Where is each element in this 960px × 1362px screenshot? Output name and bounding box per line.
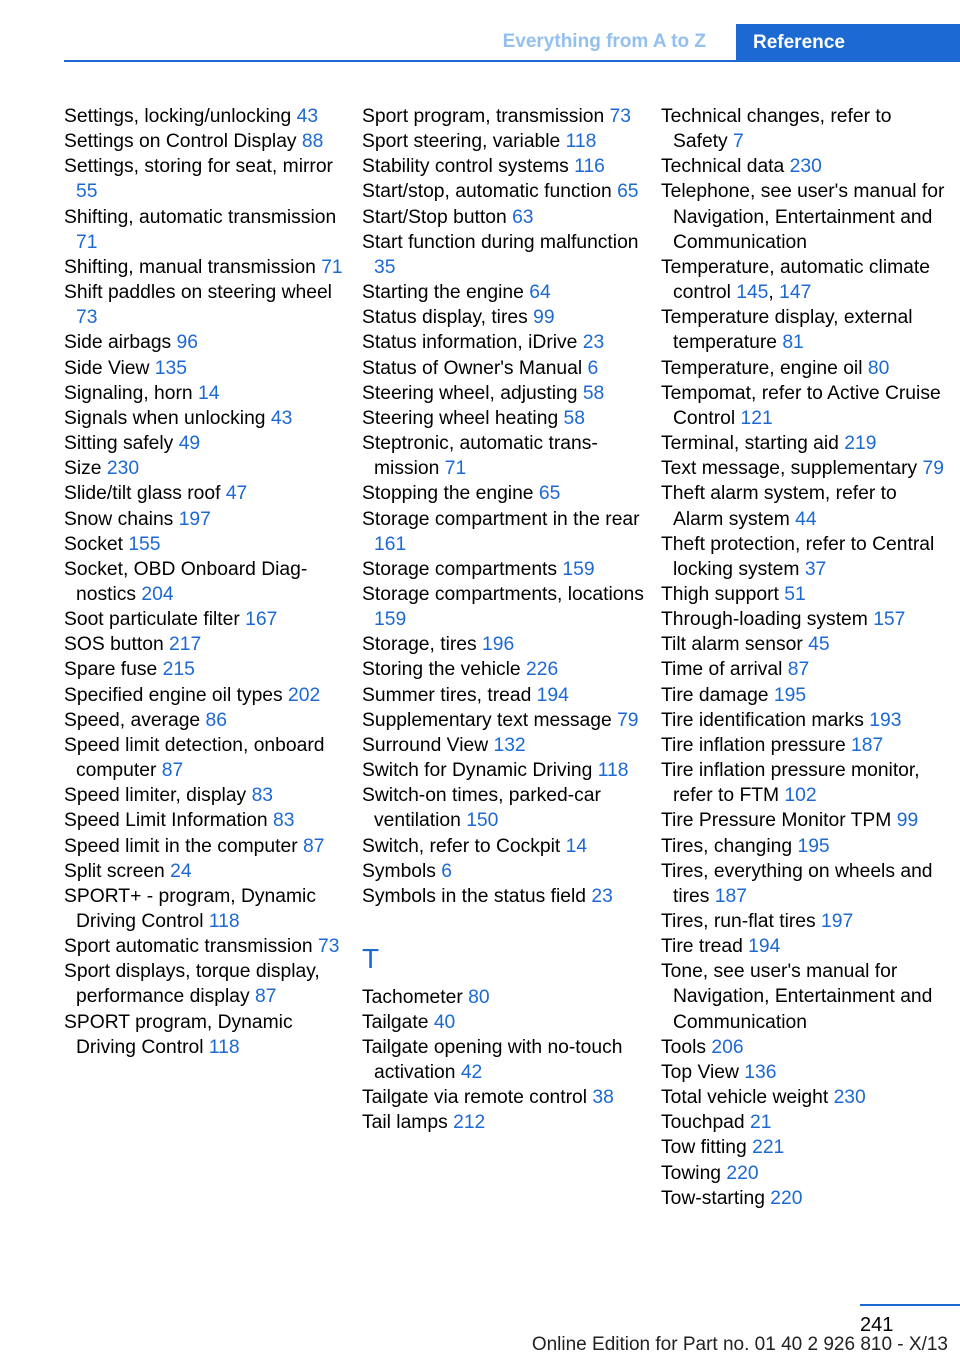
index-entry: Temperature, automatic climate control 145, 147	[661, 256, 930, 304]
index-entry-text: Technical changes, refer to Safety	[661, 106, 892, 153]
page-link[interactable]: 194	[536, 684, 569, 706]
page-link[interactable]: 118	[208, 911, 240, 932]
page-link[interactable]: 215	[162, 659, 195, 681]
page-link[interactable]: 23	[582, 332, 605, 354]
index-entry-text: Storage compartment in the rear	[362, 508, 640, 530]
index-entry	[362, 783, 648, 833]
index-entry	[362, 884, 648, 909]
index-entry	[661, 1035, 951, 1060]
page-link[interactable]: 83	[251, 785, 274, 807]
index-entry-text: Storage, tires	[362, 634, 477, 656]
page-link[interactable]: 38	[592, 1087, 614, 1109]
page-link[interactable]: 47	[225, 483, 248, 505]
index-entry	[362, 834, 648, 859]
page-link[interactable]: 21	[749, 1112, 772, 1134]
page-link[interactable]: 121	[740, 407, 773, 429]
index-entry-text: Split screen	[64, 860, 165, 882]
page-link[interactable]: 116	[574, 156, 605, 178]
index-column-2	[362, 104, 648, 1135]
index-entry	[64, 733, 350, 783]
index-entry-text: Shift paddles on steering wheel	[64, 282, 332, 304]
index-entry	[64, 330, 350, 355]
page-link[interactable]: 65	[617, 181, 639, 203]
index-entry	[362, 733, 648, 758]
page-link[interactable]: 71	[321, 256, 343, 278]
index-entry	[661, 1186, 951, 1211]
index-entry-text: Tires, everything on wheels and tires	[661, 860, 933, 907]
index-entry	[362, 1035, 648, 1085]
page-link[interactable]: 58	[582, 382, 605, 404]
index-entry-text: Speed, average	[64, 709, 201, 731]
page-link[interactable]: 206	[711, 1036, 744, 1058]
index-entry-text: Side airbags	[64, 332, 172, 354]
index-entry-text: Tire inflation pressure monitor, refer to FTM	[661, 760, 920, 807]
index-entry-text: Tires, run-flat tires	[661, 911, 816, 932]
index-entry-text: Start/Stop button	[362, 206, 507, 228]
index-entry-text: Tailgate	[362, 1011, 429, 1033]
index-entry	[362, 481, 648, 506]
page-link[interactable]: 73	[76, 307, 98, 329]
page-link[interactable]: 204	[141, 583, 174, 605]
index-entry	[64, 104, 350, 129]
index-entry	[362, 632, 648, 657]
page-link[interactable]: 195	[773, 684, 807, 706]
index-entry	[64, 406, 350, 431]
index-entry-text: Settings on Control Display	[64, 131, 297, 153]
index-entry	[661, 381, 951, 431]
index-entry	[64, 532, 350, 557]
index-entry	[661, 104, 951, 154]
index-column-3	[661, 104, 951, 1211]
index-entry-text: Signals when unlocking	[64, 407, 266, 429]
index-entry-text: Size	[64, 458, 102, 480]
page-link[interactable]: 202	[288, 684, 321, 706]
index-entry-text: SPORT program, Dynamic Driving Control	[64, 1011, 293, 1058]
index-entry	[362, 280, 648, 305]
index-entry	[362, 104, 648, 129]
index-entry	[661, 532, 951, 582]
index-entry-text: Shifting, automatic transmission	[64, 206, 337, 228]
index-entry-text: Theft protection, refer to Central locking system	[661, 533, 935, 580]
index-entry-text: Speed limiter, display	[64, 785, 247, 807]
page-link[interactable]: 150	[466, 810, 499, 832]
index-entry-text: Tailgate via remote control	[362, 1087, 588, 1109]
page-link[interactable]: 157	[873, 609, 906, 631]
index-entry-text: Status information, iDrive	[362, 332, 578, 354]
index-entry-text: Time of arrival	[661, 659, 783, 681]
index-entry	[64, 859, 350, 884]
index-entry	[661, 356, 951, 381]
index-entry-text: Settings, storing for seat, mirror	[64, 156, 333, 178]
page-link[interactable]: 43	[270, 407, 293, 429]
index-entry-text: Socket	[64, 533, 123, 555]
page-link[interactable]: 35	[374, 256, 396, 278]
index-entry-text: Tone, see user's manual for Navigation, Entertainment and Communication	[661, 961, 933, 1033]
index-entry-text: Through-loading system	[661, 609, 868, 631]
index-entry	[362, 1085, 648, 1110]
index-entry	[362, 582, 648, 632]
page-link[interactable]: 23	[591, 885, 613, 907]
page-link[interactable]: 193	[869, 709, 902, 731]
page-link[interactable]: 80	[867, 357, 890, 379]
page-link[interactable]: 88	[301, 131, 324, 153]
index-entry	[64, 557, 350, 607]
page-link[interactable]: 51	[784, 583, 806, 605]
index-entry	[362, 230, 648, 280]
index-entry-text: Tailgate opening with no-touch activation	[362, 1036, 623, 1083]
index-entry-text: Sport displays, torque display, performance display	[64, 961, 320, 1008]
index-entry-text: Sport steering, variable	[362, 131, 561, 153]
index-entry	[64, 934, 350, 959]
index-entry	[661, 305, 951, 355]
page-link[interactable]: 196	[482, 634, 515, 656]
index-entry-text: Tow-starting	[661, 1187, 765, 1209]
page-link[interactable]: 194	[748, 936, 781, 958]
page-link[interactable]: 159	[562, 558, 595, 580]
index-entry	[64, 834, 350, 859]
page-link[interactable]: 81	[782, 332, 804, 354]
page-link[interactable]: 6	[441, 860, 453, 882]
index-entry	[661, 607, 951, 632]
index-entry-text: Switch, refer to Cockpit	[362, 835, 561, 857]
index-entry	[64, 884, 350, 934]
page-link[interactable]: 87	[161, 760, 184, 782]
page-link[interactable]: 43	[296, 106, 319, 127]
index-entry	[362, 205, 648, 230]
index-entry	[661, 1060, 951, 1085]
index-entry	[362, 557, 648, 582]
index-entry-text: Start/stop, automatic function	[362, 181, 612, 203]
index-entry-text: Total vehicle weight	[661, 1087, 829, 1109]
index-entry-text: Top View	[661, 1061, 739, 1083]
index-entry-text: Terminal, starting aid	[661, 433, 839, 455]
page-link[interactable]: 86	[205, 709, 227, 731]
index-entry	[661, 934, 951, 959]
page-link[interactable]: 118	[208, 1036, 240, 1058]
index-entry-text: Starting the engine	[362, 282, 524, 304]
page-link[interactable]: 6	[587, 357, 599, 379]
index-entry-text: Temperature, engine oil	[661, 357, 863, 379]
index-entry	[661, 834, 951, 859]
page-link[interactable]: 226	[526, 659, 559, 681]
page-link[interactable]: 40	[433, 1011, 456, 1033]
page-link[interactable]: 220	[726, 1162, 759, 1184]
index-entry	[362, 985, 648, 1010]
index-entry-text: Stability control systems	[362, 156, 569, 178]
page-link[interactable]: 220	[770, 1187, 803, 1209]
index-entry-text: Sitting safely	[64, 433, 174, 455]
index-entry	[362, 154, 648, 179]
index-entry-text: Slide/tilt glass roof	[64, 483, 221, 505]
index-entry-text: Speed limit detection, onboard computer	[64, 734, 325, 782]
page-link[interactable]: 230	[789, 156, 822, 178]
index-entry-text: Touchpad	[661, 1112, 745, 1134]
index-entry-text: Temperature display, external temperature	[661, 307, 913, 354]
page-link[interactable]: 136	[744, 1061, 777, 1083]
index-entry-text: Switch-on times, parked-car ventilation	[362, 785, 601, 832]
index-entry	[64, 129, 350, 154]
index-column-1	[64, 104, 350, 1060]
index-entry-text: Tire tread	[661, 936, 743, 958]
index-entry-text: Thigh support	[661, 583, 779, 605]
index-entry	[362, 758, 648, 783]
index-entry-text: Surround View	[362, 734, 489, 756]
page-link[interactable]: 159	[374, 609, 407, 631]
index-entry-text: Side View	[64, 357, 150, 379]
page-link[interactable]: 79	[922, 458, 944, 480]
index-entry	[362, 1010, 648, 1035]
index-entry-text: Switch for Dynamic Driving	[362, 760, 593, 782]
page-link[interactable]: 24	[170, 860, 192, 882]
index-entry	[64, 205, 350, 255]
index-entry-text: Signaling, horn	[64, 382, 193, 404]
index-entry-text: SPORT+ - program, Dynamic Driving Control	[64, 885, 316, 932]
footer-edition: Online Edition for Part no. 01 40 2 926 810 - X/13	[531, 1334, 948, 1355]
index-entry-text: Storing the vehicle	[362, 659, 521, 681]
page-link[interactable]: 132	[493, 734, 526, 756]
index-entry	[661, 154, 951, 179]
index-entry	[64, 808, 350, 833]
index-entry-text: Tire inflation pressure	[661, 734, 846, 756]
index-entry-text: Status of Owner's Manual	[362, 357, 583, 379]
index-entry-text: Tail lamps	[362, 1112, 448, 1134]
page-link[interactable]: 49	[178, 433, 201, 455]
index-entry-text: Socket, OBD Onboard Diagnostics	[64, 558, 308, 605]
page-link[interactable]: 118	[597, 760, 629, 782]
page-link[interactable]: 145	[736, 282, 769, 304]
page-link[interactable]: 221	[752, 1137, 785, 1159]
index-entry-text: Telephone, see user's manual for Navigation, Entertainment and Communication	[661, 181, 945, 253]
page-link[interactable]: 99	[533, 307, 555, 329]
index-entry	[362, 305, 648, 330]
page-link[interactable]: 219	[844, 433, 877, 455]
index-entry-text: Snow chains	[64, 508, 174, 530]
page-link[interactable]: 230	[833, 1087, 866, 1109]
page-link[interactable]: 73	[609, 106, 631, 127]
index-entry-text: Tools	[661, 1036, 707, 1058]
index-entry	[362, 406, 648, 431]
index-entry-text: Steptronic, automatic transmission	[362, 433, 598, 480]
index-entry	[661, 1161, 951, 1186]
index-entry	[64, 280, 350, 330]
index-entry	[362, 708, 648, 733]
index-entry-text: Soot particulate filter	[64, 609, 240, 631]
index-entry	[64, 431, 350, 456]
page-link[interactable]: 197	[178, 508, 211, 530]
page-link[interactable]: 71	[444, 458, 467, 480]
page-link[interactable]: 45	[808, 634, 830, 656]
index-entry	[64, 708, 350, 733]
page-link[interactable]: 96	[176, 332, 198, 354]
index-entry-text: Tempomat, refer to Active Cruise Control	[661, 382, 941, 429]
index-entry-text: Tire damage	[661, 684, 769, 706]
index-entry-text: Tilt alarm sensor	[661, 634, 803, 656]
header-section-title: Everything from A to Z	[502, 31, 706, 52]
page-link[interactable]: 64	[529, 282, 551, 304]
index-entry	[362, 330, 648, 355]
index-entry-text: Steering wheel heating	[362, 407, 559, 429]
index-entry-text: Speed Limit Information	[64, 810, 268, 832]
page-link[interactable]: 63	[512, 206, 534, 228]
page-link[interactable]: 187	[714, 885, 747, 907]
index-entry-text: Temperature, automatic climate control	[661, 256, 930, 304]
index-entry	[362, 431, 648, 481]
index-entry-text: Theft alarm system, refer to Alarm system	[661, 483, 897, 530]
index-entry-text: Tire identification marks	[661, 709, 864, 731]
page-link[interactable]: 87	[254, 986, 277, 1008]
index-entry-text: SOS button	[64, 634, 164, 656]
index-entry-text: Start function during malfunction	[362, 231, 639, 253]
page-link[interactable]: 212	[453, 1112, 486, 1134]
footer-rule	[860, 1304, 960, 1306]
page-link[interactable]: 230	[106, 458, 140, 480]
page-link[interactable]: 37	[804, 558, 827, 580]
index-entry	[64, 356, 350, 381]
page-link[interactable]: 55	[76, 181, 98, 203]
index-entry	[661, 859, 951, 909]
index-entry-text: Settings, locking/unlocking	[64, 106, 292, 127]
index-entry	[362, 657, 648, 682]
index-entry	[64, 255, 350, 280]
index-entry	[661, 808, 951, 833]
page-link[interactable]: 99	[896, 810, 919, 832]
page-link[interactable]: 102	[784, 785, 817, 807]
page-link[interactable]: 14	[565, 835, 588, 857]
index-entry	[661, 632, 951, 657]
index-letter-heading: T	[362, 943, 380, 975]
index-entry-text: Spare fuse	[64, 659, 158, 681]
page-link[interactable]: 118	[565, 131, 597, 153]
index-entry-text: Tires, changing	[661, 835, 793, 857]
page-link[interactable]: 80	[468, 986, 490, 1008]
page-link[interactable]: 14	[198, 382, 220, 404]
page-link[interactable]: 71	[76, 231, 98, 253]
index-entry	[64, 657, 350, 682]
index-entry	[64, 507, 350, 532]
page-link[interactable]: 147	[779, 282, 812, 304]
index-entry-text: Summer tires, tread	[362, 684, 532, 706]
index-entry	[661, 909, 951, 934]
index-entry	[362, 683, 648, 708]
index-entry-text: Specified engine oil types	[64, 684, 283, 706]
page-link[interactable]: 79	[617, 709, 639, 731]
index-entry-text: Symbols in the status field	[362, 885, 586, 907]
page-link[interactable]: 217	[169, 634, 202, 656]
page-number: 241	[860, 1314, 894, 1336]
index-entry	[661, 1085, 951, 1110]
index-entry-text: Technical data	[661, 156, 785, 178]
index-entry-text: Steering wheel, adjusting	[362, 382, 578, 404]
page-link[interactable]: 65	[538, 483, 561, 505]
index-entry	[64, 381, 350, 406]
page-link[interactable]: 155	[128, 533, 161, 555]
page-link[interactable]: 167	[245, 609, 278, 631]
index-entry-text: Status display, tires	[362, 307, 528, 329]
index-entry-text: Tachometer	[362, 986, 463, 1008]
index-entry-text: Storage compartments	[362, 558, 558, 580]
index-entry-text: Tire Pressure Monitor TPM	[661, 810, 892, 832]
page-link[interactable]: 187	[851, 734, 884, 756]
index-entry	[64, 1010, 350, 1060]
index-entry	[661, 456, 951, 481]
index-entry	[64, 481, 350, 506]
index-entry	[362, 859, 648, 884]
page-link[interactable]: 197	[821, 911, 854, 932]
index-entry	[661, 959, 951, 1034]
index-entry	[661, 481, 951, 531]
index-entry	[64, 683, 350, 708]
page-link[interactable]: 73	[317, 936, 340, 958]
page-link[interactable]: 195	[797, 835, 830, 857]
index-entry	[661, 431, 951, 456]
index-entry	[64, 632, 350, 657]
page-link[interactable]: 135	[154, 357, 187, 379]
header-rule	[64, 60, 960, 62]
index-entry	[362, 381, 648, 406]
index-entry-text: Towing	[661, 1162, 722, 1184]
index-entry	[64, 959, 350, 1009]
index-entry	[362, 356, 648, 381]
index-entry	[661, 1110, 951, 1135]
index-entry-text: Symbols	[362, 860, 436, 882]
page-link[interactable]: 83	[273, 810, 295, 832]
index-entry-text: Supplementary text message	[362, 709, 612, 731]
index-entry	[661, 179, 951, 254]
index-entry-text: Stopping the engine	[362, 483, 534, 505]
index-entry	[64, 456, 350, 481]
header-reference-tab[interactable]: Reference	[736, 24, 960, 62]
index-entry	[661, 1135, 951, 1160]
page-link[interactable]: 87	[787, 659, 810, 681]
page-link[interactable]: 44	[795, 508, 817, 530]
index-entry	[362, 507, 648, 557]
index-entry-text: Tow fitting	[661, 1137, 747, 1159]
index-entry	[64, 607, 350, 632]
index-entry	[661, 683, 951, 708]
index-entry	[362, 1110, 648, 1135]
page-link[interactable]: 7	[733, 131, 744, 153]
index-entry-text: Storage compartments, locations	[362, 583, 644, 605]
page-link[interactable]: 87	[303, 835, 325, 857]
index-entry	[661, 708, 951, 733]
index-entry	[661, 657, 951, 682]
index-entry	[661, 582, 951, 607]
index-entry-text: Speed limit in the computer	[64, 835, 298, 857]
index-entry	[362, 179, 648, 204]
page-link[interactable]: 42	[460, 1061, 483, 1083]
index-entry-text: Shifting, manual transmission	[64, 256, 316, 278]
index-entry	[64, 154, 350, 204]
index-entry	[661, 733, 951, 758]
index-entry-text: Text message, supplementary	[661, 458, 918, 480]
index-entry	[661, 758, 951, 808]
page-link[interactable]: 161	[374, 533, 407, 555]
index-entry-text: Sport automatic transmission	[64, 936, 313, 958]
index-entry-text: Sport program, transmission	[362, 106, 605, 127]
page-link[interactable]: 58	[563, 407, 585, 429]
index-entry	[64, 783, 350, 808]
index-entry	[362, 129, 648, 154]
